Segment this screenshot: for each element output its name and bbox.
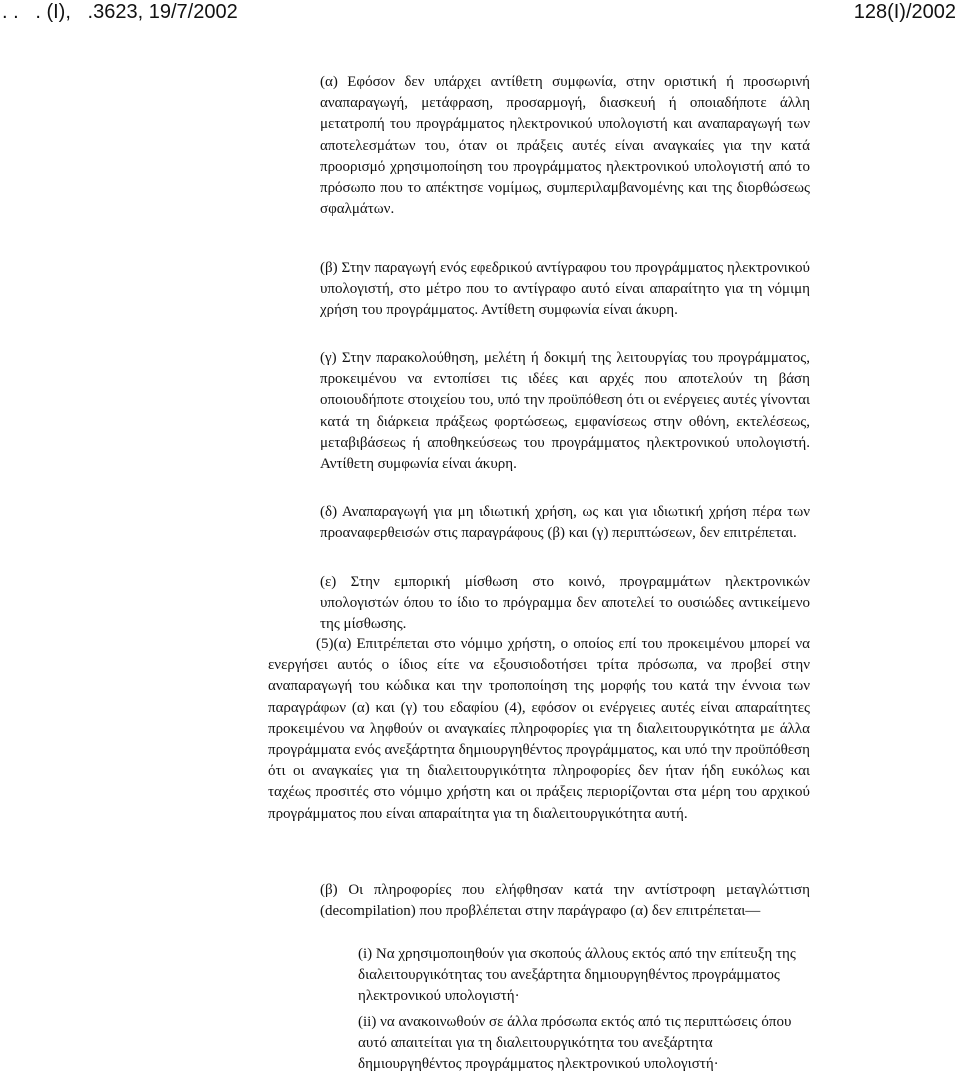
subsection-5-beta-item-ii: (ii) να ανακοινωθούν σε άλλα πρόσωπα εκτός από τις περιπτώσεις όπου αυτό απαιτείται για τη διαλειτουργικότητα του ανεξάρτητα δημιουργηθέντος προγράμματος ηλεκτρονικού υπολογιστή·: [358, 1014, 792, 1073]
paragraph-delta: (δ) Αναπαραγωγή για μη ιδιωτική χρήση, ως και για ιδιωτική χρήση πέρα των προαναφερθεισών στις παραγράφους (β) και (γ) περιπτώσεων, δεν επιτρέπεται.: [320, 504, 810, 542]
header-law-number: 128(Ι)/2002: [853, 1, 956, 23]
header-gazette-reference: . . . (Ι), .3623, 19/7/2002: [2, 1, 238, 23]
page-header: [0, 0, 960, 28]
paragraph-beta: (β) Στην παραγωγή ενός εφεδρικού αντίγραφου του προγράμματος ηλεκτρονικού υπολογιστή, στο μέτρο που το αντίγραφο αυτό είναι απαραίτητο για τη νόμιμη χρήση του προγράμματος. Αντίθετη συμφωνία είναι άκυρη.: [320, 260, 810, 319]
subsection-5-beta-item-i: (i) Να χρησιμοποιηθούν για σκοπούς άλλους εκτός από την επίτευξη της διαλειτουργικότητας του ανεξάρτητα δημιουργηθέντος προγράμματος ηλεκτρονικού υπολογιστή·: [358, 946, 796, 1005]
paragraph-alpha: (α) Εφόσον δεν υπάρχει αντίθετη συμφωνία, στην οριστική ή προσωρινή αναπαραγωγή, μετάφραση, προσαρμογή, διασκευή ή οποιαδήποτε άλλη μετατροπή του προγράμματος ηλεκτρονικού υπολογιστή και αναπαραγωγή των αποτελεσμάτων του, όταν οι πράξεις αυτές είναι αναγκαίες για την κατά προορισμό χρησιμοποίηση του προγράμματος ηλεκτρονικού υπολογιστή από το πρόσωπο που το απέκτησε νομίμως, συμπεριλαμβανομένης και της διορθώσεως σφαλμάτων.: [320, 74, 810, 218]
paragraph-epsilon: (ε) Στην εμπορική μίσθωση στο κοινό, προγραμμάτων ηλεκτρονικών υπολογιστών όπου το ίδιο το πρόγραμμα δεν αποτελεί το ουσιώδες αντικείμενο της μίσθωσης.: [320, 574, 810, 633]
subsection-5-beta: (β) Οι πληροφορίες που ελήφθησαν κατά την αντίστροφη μεταγλώττιση (decompilation) που προβλέπεται στην παράγραφο (α) δεν επιτρέπεται—: [320, 882, 810, 920]
subsection-5-alpha: (5)(α) Επιτρέπεται στο νόμιμο χρήστη, ο οποίος επί του προκειμένου μπορεί να ενεργήσει αυτός ο ίδιος είτε να εξουσιοδοτήσει τρίτα πρόσωπα, να προβεί στην αναπαραγωγή του κώδικα και την τροποποίηση της μορφής του κατά την έννοια των παραγράφων (α) και (γ) του εδαφίου (4), εφόσον οι ενέργειες αυτές είναι απαραίτητες προκειμένου να ληφθούν οι αναγκαίες πληροφορίες για τη διαλειτουργικότητα με άλλα προγράμματα ενός ανεξάρτητα δημιουργηθέντος προγράμματος, και υπό την προϋπόθεση ότι οι αναγκαίες για τη διαλειτουργικότητα πληροφορίες δεν ήταν ήδη ευκόλως και ταχέως προσιτές στο νόμιμο χρήστη και οι πράξεις περιορίζονται στα μέρη του αρχικού προγράμματος που είναι απαραίτητα για τη διαλειτουργικότητα αυτή.: [268, 636, 810, 822]
paragraph-gamma: (γ) Στην παρακολούθηση, μελέτη ή δοκιμή της λειτουργίας του προγράμματος, προκειμένου να εντοπίσει τις ιδέες και αρχές που αποτελούν τη βάση οποιουδήποτε στοιχείου του, υπό την προϋπόθεση ότι οι ενέργειες αυτές γίνονται κατά τη διάρκεια πράξεως φορτώσεως, εμφανίσεως στην οθόνη, εκτελέσεως, μεταβιβάσεως ή αποθηκεύσεως του προγράμματος ηλεκτρονικού υπολογιστή. Αντίθετη συμφωνία είναι άκυρη.: [320, 350, 810, 473]
